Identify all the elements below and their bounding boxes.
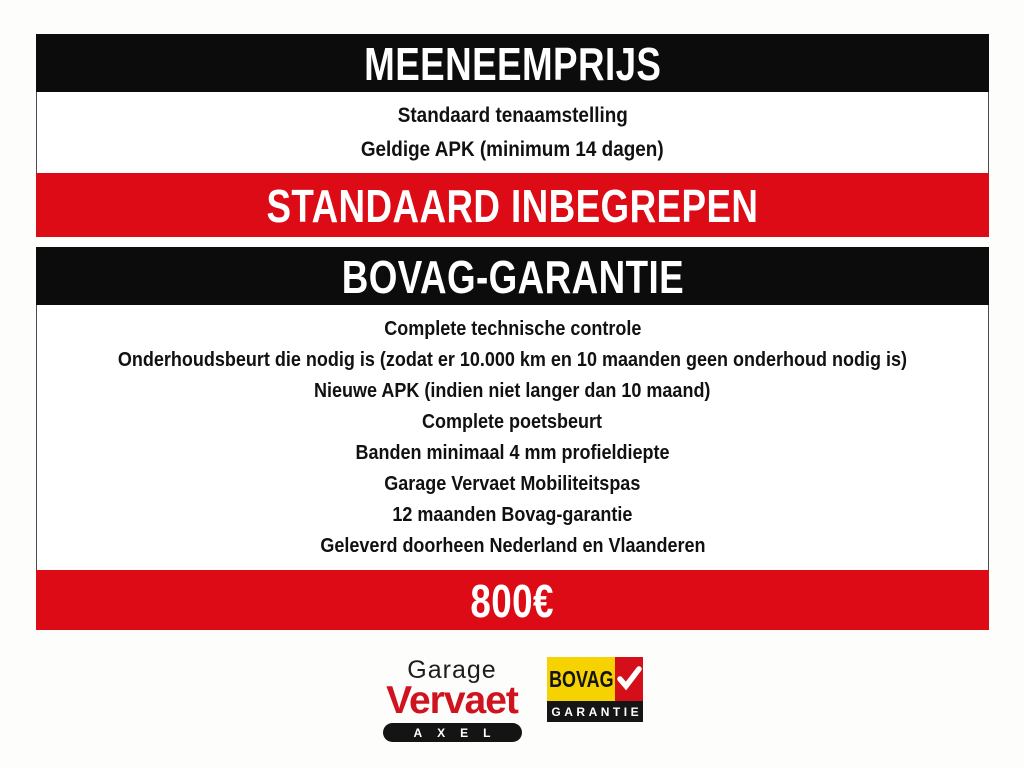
garantie-label-bar — [547, 701, 643, 722]
garantie-label: GARANTIE — [551, 704, 643, 719]
meeneemprijs-header-bar — [36, 34, 989, 92]
standaard-inbegrepen-label: STANDAARD INBEGREPEN — [266, 180, 759, 232]
meeneemprijs-items-panel — [36, 92, 989, 173]
bovag-garantie-items-panel — [36, 305, 989, 570]
list-item: Nieuwe APK (indien niet langer dan 10 maand) — [314, 379, 711, 402]
bovag-garantie-logo — [547, 657, 643, 722]
vervaet-wordmark: Vervaet — [386, 679, 518, 723]
checkmark-icon — [616, 667, 642, 691]
garage-vervaet-logo — [382, 657, 522, 742]
standaard-inbegrepen-banner — [36, 173, 989, 237]
bovag-checkmark-tile — [615, 657, 643, 701]
footer-logos — [36, 657, 989, 742]
bovag-garantie-title: BOVAG-GARANTIE — [341, 251, 684, 303]
axel-badge-label: AXEL — [413, 725, 506, 740]
section-divider — [36, 237, 989, 247]
axel-badge — [383, 723, 522, 742]
list-item: 12 maanden Bovag-garantie — [392, 503, 633, 526]
list-item: Garage Vervaet Mobiliteitspas — [384, 472, 641, 495]
list-item: Banden minimaal 4 mm profieldiepte — [355, 441, 670, 464]
price-info-sheet — [36, 34, 989, 742]
bovag-garantie-header-bar — [36, 247, 989, 305]
list-item: Geldige APK (minimum 14 dagen) — [361, 137, 664, 161]
list-item: Geleverd doorheen Nederland en Vlaanderen — [319, 534, 706, 557]
bovag-wordmark: BOVAG — [548, 666, 614, 692]
garage-wordmark: Garage — [407, 656, 497, 684]
list-item: Complete technische controle — [383, 317, 642, 340]
bovag-wordmark-tile — [547, 657, 615, 701]
list-item: Onderhoudsbeurt die nodig is (zodat er 10.000 km en 10 maanden geen onderhoud nodig is) — [117, 348, 908, 371]
meeneemprijs-title: MEENEEMPRIJS — [363, 38, 662, 90]
list-item: Standaard tenaamstelling — [397, 103, 628, 127]
bovag-logo-top — [547, 657, 643, 701]
price-banner — [36, 570, 989, 630]
price-label: 800€ — [470, 575, 555, 627]
list-item: Complete poetsbeurt — [422, 410, 603, 433]
